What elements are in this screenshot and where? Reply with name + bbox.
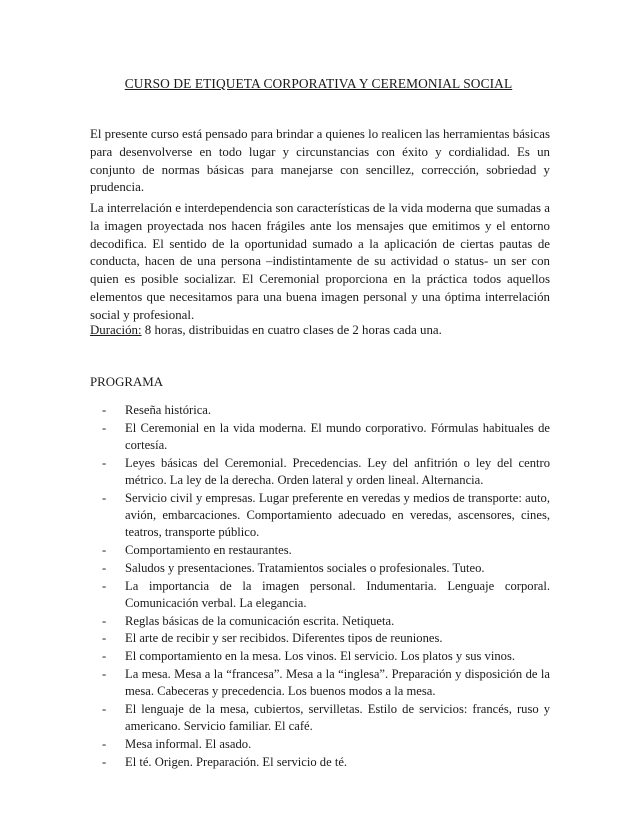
program-item-text: El arte de recibir y ser recibidos. Diferentes tipos de reuniones. bbox=[125, 631, 443, 646]
program-item bbox=[90, 630, 550, 647]
bullet-dash: - bbox=[102, 455, 107, 470]
bullet-dash: - bbox=[102, 631, 107, 646]
program-item-text: Mesa informal. El asado. bbox=[125, 736, 252, 751]
duration-line bbox=[90, 322, 442, 340]
program-item-text: Servicio civil y empresas. Lugar preferente en veredas y medios de transporte: auto, avión, embarcaciones. Comportamiento adecuado en veredas, ascensores, cines, teatros, transporte público. bbox=[125, 490, 550, 540]
bullet-dash: - bbox=[102, 490, 107, 505]
program-item-text: La mesa. Mesa a la “francesa”. Mesa a la “inglesa”. Preparación y disposición de la mesa. Cabeceras y precedencia. Los buenos modos a la mesa. bbox=[125, 666, 550, 699]
program-item-text: Saludos y presentaciones. Tratamientos sociales o profesionales. Tuteo. bbox=[125, 560, 485, 575]
bullet-dash: - bbox=[102, 420, 107, 435]
program-list bbox=[90, 402, 550, 772]
bullet-dash: - bbox=[102, 543, 107, 557]
program-item bbox=[90, 455, 550, 489]
bullet-dash: - bbox=[102, 736, 107, 751]
bullet-dash: - bbox=[102, 701, 107, 716]
program-item-text: El Ceremonial en la vida moderna. El mundo corporativo. Fórmulas habituales de cortesía. bbox=[125, 420, 550, 452]
bullet-dash: - bbox=[102, 578, 107, 593]
bullet-dash: - bbox=[102, 560, 107, 575]
program-item-text: El lenguaje de la mesa, cubiertos, servilletas. Estilo de servicios: francés, ruso y americano. Servicio familiar. El café. bbox=[125, 701, 550, 734]
program-item-text: El té. Origen. Preparación. El servicio de té. bbox=[125, 754, 348, 769]
bullet-dash: - bbox=[102, 754, 107, 769]
context-paragraph: La interrelación e interdependencia son características de la vida moderna que sumadas a la imagen proyectada nos hacen frágiles ante los mensajes que emitimos y el entorno decodifica. El sentido de la oportunidad sumado a la aplicación de ciertas pautas de conducta, hacen de una persona –indistintamente de su actividad o status- un ser con quien es posible socializar. El Ceremonial proporciona en la práctica todos aquellos elementos que necesitamos para una buena imagen personal y una óptima interrelación social y profesional. bbox=[90, 201, 550, 322]
program-item-text: La importancia de la imagen personal. Indumentaria. Lenguaje corporal. Comunicación verbal. La elegancia. bbox=[125, 578, 550, 610]
program-item bbox=[90, 402, 550, 419]
program-item bbox=[90, 701, 550, 735]
program-item bbox=[90, 490, 550, 542]
program-item bbox=[90, 542, 550, 559]
bullet-dash: - bbox=[102, 403, 107, 417]
program-item bbox=[90, 736, 550, 753]
duration-label: Duración: bbox=[90, 323, 142, 337]
document-title: CURSO DE ETIQUETA CORPORATIVA Y CEREMONIAL SOCIAL bbox=[124, 76, 513, 91]
program-item bbox=[90, 420, 550, 454]
duration-text: 8 horas, distribuidas en cuatro clases de 2 horas cada una. bbox=[141, 323, 442, 337]
bullet-dash: - bbox=[102, 649, 107, 664]
intro-paragraph: El presente curso está pensado para brindar a quienes lo realicen las herramientas básicas para desenvolverse en todo lugar y circunstancias con éxito y cordialidad. Es un conjunto de normas básicas para manejarse con sencillez, corrección, sobriedad y prudencia. bbox=[90, 127, 550, 195]
program-item bbox=[90, 666, 550, 700]
program-item bbox=[90, 754, 550, 771]
program-item-text: Reglas básicas de la comunicación escrita. Netiqueta. bbox=[125, 613, 395, 628]
program-item bbox=[90, 560, 550, 577]
program-heading: PROGRAMA bbox=[90, 375, 164, 389]
program-item bbox=[90, 648, 550, 665]
program-item-text: Comportamiento en restaurantes. bbox=[125, 543, 292, 557]
program-item-text: El comportamiento en la mesa. Los vinos. El servicio. Los platos y sus vinos. bbox=[125, 649, 516, 664]
bullet-dash: - bbox=[102, 666, 107, 681]
program-item bbox=[90, 613, 550, 630]
program-item-text: Leyes básicas del Ceremonial. Precedencias. Ley del anfitrión o ley del centro métrico. La ley de la derecha. Orden lateral y orden lineal. Alternancia. bbox=[125, 455, 550, 487]
program-item-text: Reseña histórica. bbox=[125, 403, 212, 417]
program-item bbox=[90, 578, 550, 612]
bullet-dash: - bbox=[102, 613, 107, 628]
